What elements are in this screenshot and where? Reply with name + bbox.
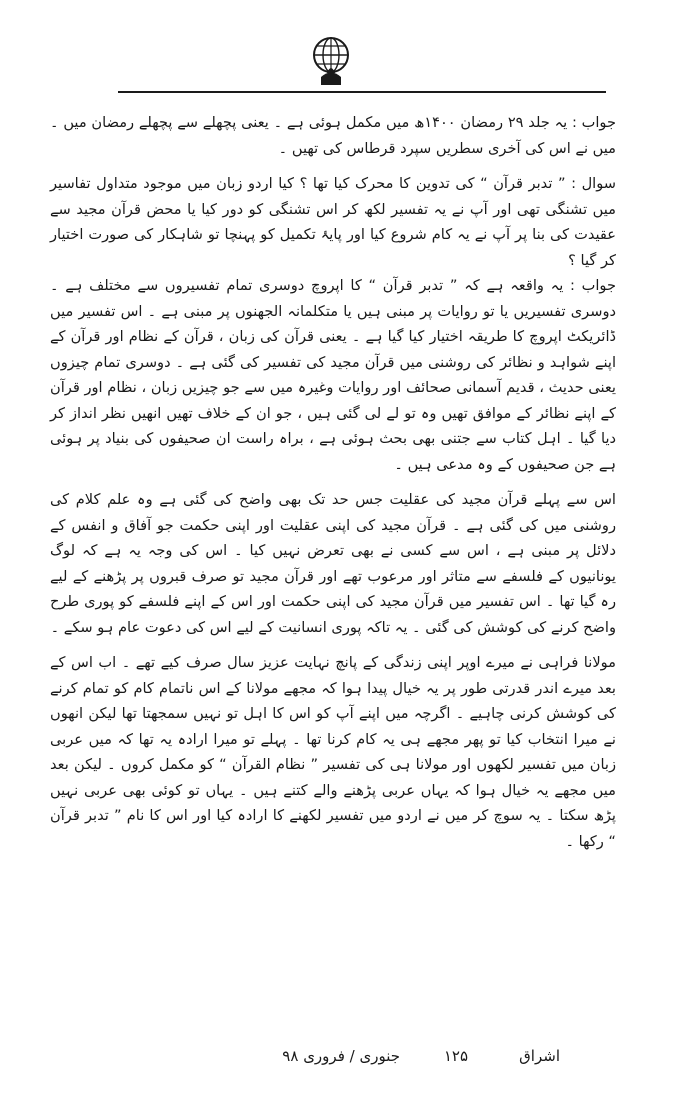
paragraph: اس سے پہلے قرآن مجید کی عقلیت جس حد تک بھی واضح کی گئی ہے وہ علم کلام کی روشنی میں کی گئی ہے ۔ قرآن مجید کی اپنی عقلیت اور اپنی حکمت جو آفاق و انفس کے دلائل پر مبنی ہے ، اس سے کسی نے بھی تعرض نہیں کیا ۔ اس کی وجہ یہ ہے کہ لوگ یونانیوں کے فلسفے سے متاثر اور مرعوب تھے اور قرآن مجید تو صرف قبروں پر پڑھنے کے لیے رہ گیا تھا ۔ اس تفسیر میں قرآن مجید کی اپنی حکمت اور اس کے اپنے فلسفے کو پوری طرح واضح کرنے کی کوشش کی گئی ۔ یہ تاکہ پوری انسانیت کے لیے اس کی دعوت عام ہو سکے ۔ (50, 491, 616, 636)
page-number: ۱۲۵ (443, 1047, 468, 1065)
journal-name: اشراق (519, 1047, 560, 1065)
issue-date: جنوری / فروری ۹۸ (282, 1047, 400, 1065)
paragraph: سوال : ” تدبر قرآن “ کی تدوین کا محرک کیا تھا ؟ کیا اردو زبان میں موجود متداول تفاسیر میں تشنگی تھی اور آپ نے یہ تفسیر لکھ کر اس تشنگی کو دور کیا یا محض قرآن مجید سے عقیدت کی بنا پر آپ نے یہ کام شروع کیا اور پایۂ تکمیل کو پہنچا تو شاہکار کی صورت اختیار کر گیا ؟ (50, 175, 616, 269)
paragraph: مولانا فراہی نے میرے اوپر اپنی زندگی کے پانچ نہایت عزیز سال صرف کیے تھے ۔ اب اس کے بعد میرے اندر قدرتی طور پر یہ خیال پیدا ہوا کہ مجھے مولانا کے اس ناتمام کام کو تمام کرنے کی کوشش کرنی چاہیے ۔ اگرچہ میں اپنے آپ کو اس کا اہل تو نہیں سمجھتا تھا لیکن انھوں نے میرا انتخاب کیا تو پھر مجھے ہی یہ کام کرنا تھا ۔ پہلے تو میرا ارادہ یہ تھا کہ میں عربی زبان میں تفسیر لکھوں اور مولانا ہی کی تفسیر ” نظام القرآن “ کو مکمل کروں ۔ لیکن بعد میں مجھے یہ خیال ہوا کہ یہاں عربی پڑھنے والے کتنے ہیں ۔ یہاں تو کوئی بھی عربی نہیں پڑھ سکتا ۔ یہ سوچ کر میں نے اردو میں تفسیر لکھنے کا ارادہ کیا اور اس کا نام ” تدبر قرآن “ رکھا ۔ (50, 654, 616, 850)
header-rule (118, 91, 606, 93)
article-body (50, 110, 616, 854)
paragraph: جواب : یہ جلد ۲۹ رمضان ۱۴۰۰ھ میں مکمل ہوئی ہے ۔ یعنی پچھلے سے پچھلے رمضان میں ۔ میں نے اس کی آخری سطریں سپرد قرطاس کی تھیں ۔ (50, 114, 616, 157)
page-footer (120, 1045, 560, 1077)
paragraph: جواب : یہ واقعہ ہے کہ ” تدبر قرآن “ کا اپروچ دوسری تمام تفسیروں سے مختلف ہے ۔ دوسری تفسیریں یا تو روایات پر مبنی ہیں یا متکلمانہ الجھنوں پر مبنی ہے ۔ اس تفسیر میں ڈائریکٹ اپروچ کا طریقہ اختیار کیا گیا ہے ۔ یعنی قرآن کی زبان ، قرآن کے نظام اور قرآن کے اپنے شواہد و نظائر کی روشنی میں قرآن مجید کی تفسیر کی گئی ہے ۔ دوسری تمام چیزوں یعنی حدیث ، قدیم آسمانی صحائف اور روایات وغیرہ میں سے جو چیزیں زبان ، نظام اور قرآن کے اپنے نظائر کے موافق تھیں وہ تو لے لی گئی ہیں ، جو ان کے خلاف تھیں انھیں نظر انداز کر دیا گیا ۔ اہل کتاب سے جتنی بھی بحث ہوئی ہے ، براہ راست ان صحیفوں کی بنیاد پر ہوئی ہے جن صحیفوں کے وہ مدعی ہیں ۔ (50, 277, 616, 473)
page-header (0, 20, 679, 90)
globe-icon (311, 33, 351, 91)
